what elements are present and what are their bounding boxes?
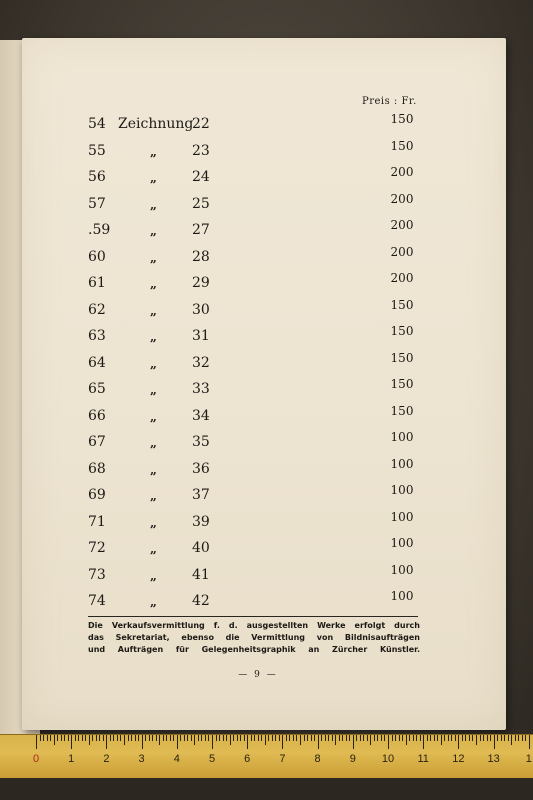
measuring-ruler xyxy=(0,734,533,780)
ruler-tick xyxy=(237,735,238,741)
catalog-number: 73 xyxy=(88,566,106,583)
catalog-number: 69 xyxy=(88,487,106,503)
catalog-number: 71 xyxy=(88,513,106,530)
ruler-tick xyxy=(219,735,220,741)
ruler-tick xyxy=(198,735,199,741)
ruler-tick xyxy=(138,735,139,741)
drawing-number: 25 xyxy=(192,195,210,212)
note-line: das Sekretariat, ebenso die Vermittlung von Bildnisaufträgen xyxy=(88,633,420,642)
ruler-tick xyxy=(286,735,287,741)
price-value: 100 xyxy=(390,456,414,471)
ruler-label: 12 xyxy=(452,753,465,765)
ruler-tick xyxy=(388,735,389,749)
ditto-mark: „ xyxy=(150,568,157,583)
price-row xyxy=(22,430,506,457)
drawing-number: 42 xyxy=(192,593,210,609)
ruler-tick xyxy=(430,735,431,741)
ruler-tick xyxy=(525,735,526,741)
ruler-tick xyxy=(504,735,505,741)
ruler-tick xyxy=(82,735,83,741)
ruler-tick xyxy=(244,735,245,741)
ruler-tick xyxy=(472,735,473,741)
price-value: 200 xyxy=(390,218,414,232)
ruler-tick xyxy=(282,735,283,749)
drawing-number: 27 xyxy=(192,222,210,238)
ruler-tick xyxy=(314,735,315,741)
ruler-tick xyxy=(71,735,72,749)
ruler-tick xyxy=(360,735,361,741)
catalog-number: 72 xyxy=(88,540,106,556)
ditto-mark: „ xyxy=(150,515,157,530)
ruler-tick xyxy=(413,735,414,741)
background-surface xyxy=(0,778,533,800)
ruler-tick xyxy=(381,735,382,741)
drawing-number: 28 xyxy=(192,248,210,265)
drawing-number: 37 xyxy=(192,487,210,503)
ditto-mark: „ xyxy=(150,144,157,159)
drawing-number: 23 xyxy=(192,142,210,159)
ruler-tick xyxy=(328,735,329,741)
drawing-number: 41 xyxy=(192,566,210,583)
ruler-tick xyxy=(508,735,509,741)
ruler-tick xyxy=(374,735,375,741)
ditto-mark: „ xyxy=(150,330,157,344)
drawing-number: 32 xyxy=(192,354,210,371)
ruler-tick xyxy=(92,735,93,741)
ruler-tick xyxy=(318,735,319,749)
ruler-tick xyxy=(233,735,234,741)
catalog-number: 68 xyxy=(88,460,106,477)
ruler-tick xyxy=(490,735,491,741)
ditto-mark: „ xyxy=(150,409,157,424)
ruler-tick xyxy=(307,735,308,741)
ruler-tick xyxy=(135,735,136,741)
catalog-number: 60 xyxy=(88,248,106,265)
ruler-tick xyxy=(480,735,481,741)
ruler-tick xyxy=(103,735,104,741)
price-value: 150 xyxy=(390,112,414,126)
price-value: 100 xyxy=(390,430,414,444)
ruler-tick xyxy=(332,735,333,741)
ruler-tick xyxy=(68,735,69,741)
ruler-tick xyxy=(131,735,132,741)
ruler-tick xyxy=(124,735,125,745)
ruler-label: 0 xyxy=(32,753,40,765)
ruler-tick xyxy=(251,735,252,741)
catalog-page xyxy=(22,38,506,730)
ruler-tick xyxy=(444,735,445,741)
ruler-tick xyxy=(261,735,262,741)
drawing-number: 33 xyxy=(192,381,210,397)
ruler-tick xyxy=(268,735,269,741)
ruler-tick xyxy=(50,735,51,741)
drawing-number: 39 xyxy=(192,513,210,530)
ruler-label: 3 xyxy=(138,753,145,765)
ditto-mark: „ xyxy=(150,250,157,265)
ruler-tick xyxy=(223,735,224,741)
price-row xyxy=(22,245,506,272)
ruler-tick xyxy=(409,735,410,741)
price-row xyxy=(22,112,506,139)
price-value: 150 xyxy=(390,138,414,153)
ruler-tick xyxy=(205,735,206,741)
ruler-tick xyxy=(89,735,90,745)
note-line: Die Verkaufsvermittlung f. d. ausgestellten Werke erfolgt durch xyxy=(88,621,420,630)
ruler-tick xyxy=(346,735,347,741)
ruler-tick xyxy=(434,735,435,741)
ruler-tick xyxy=(335,735,336,745)
drawing-number: 36 xyxy=(192,460,210,477)
ruler-tick xyxy=(106,735,107,749)
ruler-tick xyxy=(64,735,65,741)
ruler-tick xyxy=(184,735,185,741)
price-row xyxy=(22,510,506,537)
ruler-tick xyxy=(465,735,466,741)
drawing-number: 24 xyxy=(192,169,210,185)
ruler-label: 7 xyxy=(279,753,286,765)
drawing-number: 35 xyxy=(192,434,210,450)
catalog-number: 57 xyxy=(88,195,106,212)
ruler-tick xyxy=(166,735,167,741)
price-row xyxy=(22,139,506,166)
price-value: 100 xyxy=(390,536,414,550)
catalog-number: 55 xyxy=(88,142,106,159)
ruler-tick xyxy=(40,735,41,741)
ruler-tick xyxy=(406,735,407,745)
ruler-tick xyxy=(61,735,62,741)
ditto-mark: „ xyxy=(150,197,157,212)
ruler-tick xyxy=(156,735,157,741)
ruler-tick xyxy=(522,735,523,741)
ruler-label: 10 xyxy=(381,753,395,765)
catalog-number: 56 xyxy=(88,169,106,185)
ruler-tick xyxy=(254,735,255,741)
ruler-tick xyxy=(437,735,438,741)
ditto-mark: „ xyxy=(150,277,157,291)
ruler-tick xyxy=(113,735,114,741)
price-value: 150 xyxy=(390,324,414,338)
ruler-label: 8 xyxy=(314,753,321,765)
ruler-tick xyxy=(497,735,498,741)
ruler-tick xyxy=(342,735,343,741)
ruler-tick xyxy=(170,735,171,741)
price-row xyxy=(22,271,506,298)
ruler-tick xyxy=(258,735,259,741)
ruler-tick xyxy=(293,735,294,741)
ruler-tick xyxy=(36,735,37,749)
price-value: 200 xyxy=(390,271,414,285)
catalog-number: 66 xyxy=(88,407,106,424)
ruler-tick xyxy=(96,735,97,741)
ruler-tick xyxy=(78,735,79,741)
price-value: 200 xyxy=(390,191,414,206)
price-row xyxy=(22,298,506,325)
ruler-tick xyxy=(529,735,530,749)
ruler-label: 11 xyxy=(417,753,429,765)
ditto-mark: „ xyxy=(150,303,157,318)
ruler-tick xyxy=(356,735,357,741)
ruler-label: 1 xyxy=(68,753,75,765)
ruler-tick xyxy=(173,735,174,741)
price-value: 100 xyxy=(390,483,414,497)
ruler-tick xyxy=(117,735,118,741)
ruler-tick xyxy=(462,735,463,741)
note-line: und Aufträgen für Gelegenheitsgraphik an Zürcher Künstler. xyxy=(88,645,420,654)
price-row xyxy=(22,457,506,484)
price-row xyxy=(22,483,506,510)
price-value: 200 xyxy=(390,165,414,179)
page-number: — 9 — xyxy=(238,670,278,680)
ruler-tick xyxy=(110,735,111,741)
price-row xyxy=(22,377,506,404)
ruler-tick xyxy=(483,735,484,741)
ruler-label: 9 xyxy=(349,753,356,765)
ruler-tick xyxy=(367,735,368,741)
ruler-tick xyxy=(427,735,428,741)
ruler-tick xyxy=(402,735,403,741)
price-value: 150 xyxy=(390,297,414,312)
price-row xyxy=(22,589,506,616)
ruler-tick xyxy=(395,735,396,741)
price-row xyxy=(22,165,506,192)
ditto-mark: „ xyxy=(150,224,157,238)
drawing-number: 40 xyxy=(192,540,210,556)
ruler-tick xyxy=(240,735,241,741)
ruler-tick xyxy=(128,735,129,741)
ruler-tick xyxy=(85,735,86,741)
drawing-number: 31 xyxy=(192,328,210,344)
ruler-tick xyxy=(311,735,312,741)
price-row xyxy=(22,351,506,378)
price-value: 150 xyxy=(390,377,414,391)
price-value: 150 xyxy=(390,350,414,365)
price-row xyxy=(22,324,506,351)
ruler-tick xyxy=(120,735,121,741)
ruler-tick xyxy=(208,735,209,741)
ruler-tick xyxy=(399,735,400,741)
price-value: 100 xyxy=(390,589,414,603)
ruler-tick xyxy=(272,735,273,741)
ruler-tick xyxy=(289,735,290,741)
price-row xyxy=(22,536,506,563)
ruler-tick xyxy=(304,735,305,741)
ruler-tick xyxy=(47,735,48,741)
ruler-tick xyxy=(149,735,150,741)
ruler-tick xyxy=(99,735,100,741)
ditto-mark: „ xyxy=(150,383,157,397)
ruler-tick xyxy=(515,735,516,741)
ruler-tick xyxy=(187,735,188,741)
catalog-number: 67 xyxy=(88,434,106,450)
drawing-number: 29 xyxy=(192,275,210,291)
price-list xyxy=(22,112,506,616)
ruler-tick xyxy=(487,735,488,741)
catalog-number: 54 xyxy=(88,116,106,132)
ruler-tick xyxy=(377,735,378,741)
ruler-tick xyxy=(325,735,326,741)
drawing-number: 22 xyxy=(192,116,210,132)
ruler-tick xyxy=(392,735,393,741)
ruler-tick xyxy=(518,735,519,741)
ruler-tick xyxy=(458,735,459,749)
catalog-number: 61 xyxy=(88,275,106,291)
catalog-number: .59 xyxy=(88,222,111,238)
ruler-label: 6 xyxy=(244,753,251,765)
ruler-tick xyxy=(455,735,456,741)
ruler-tick xyxy=(511,735,512,745)
item-title: Zeichnung xyxy=(118,116,194,132)
ruler-tick xyxy=(300,735,301,745)
ruler-tick xyxy=(145,735,146,741)
ruler-tick xyxy=(321,735,322,741)
ruler-tick xyxy=(494,735,495,749)
ruler-tick xyxy=(501,735,502,741)
ruler-tick xyxy=(142,735,143,749)
ruler-tick xyxy=(441,735,442,745)
price-row xyxy=(22,218,506,245)
ruler-tick xyxy=(159,735,160,745)
ditto-mark: „ xyxy=(150,489,157,503)
sales-note xyxy=(88,620,420,656)
ruler-tick xyxy=(57,735,58,741)
ruler-label: 2 xyxy=(103,753,110,765)
catalog-number: 62 xyxy=(88,301,106,318)
ruler-tick xyxy=(163,735,164,741)
ruler-tick xyxy=(363,735,364,741)
ruler-label: 5 xyxy=(208,753,216,765)
divider-rule xyxy=(88,616,418,617)
ruler-tick xyxy=(279,735,280,741)
drawing-number: 34 xyxy=(192,407,210,424)
catalog-number: 64 xyxy=(88,354,106,371)
ruler-tick xyxy=(420,735,421,741)
price-value: 150 xyxy=(390,403,414,418)
ruler-tick xyxy=(212,735,213,749)
ruler-tick xyxy=(296,735,297,741)
ruler-tick xyxy=(226,735,227,741)
ruler-tick xyxy=(230,735,231,745)
price-column-header: Preis : Fr. xyxy=(362,96,417,107)
ruler-tick xyxy=(384,735,385,741)
ditto-mark: „ xyxy=(150,595,157,609)
price-value: 200 xyxy=(390,244,414,259)
ruler-tick xyxy=(469,735,470,741)
ruler-tick xyxy=(194,735,195,745)
drawing-number: 30 xyxy=(192,301,210,318)
price-value: 100 xyxy=(390,562,414,577)
ruler-tick xyxy=(275,735,276,741)
ditto-mark: „ xyxy=(150,436,157,450)
ruler-tick xyxy=(423,735,424,749)
catalog-number: 63 xyxy=(88,328,106,344)
ruler-tick xyxy=(191,735,192,741)
ditto-mark: „ xyxy=(150,542,157,556)
ruler-tick xyxy=(416,735,417,741)
ruler-tick xyxy=(265,735,266,745)
ruler-tick xyxy=(353,735,354,749)
ruler-tick xyxy=(54,735,55,745)
ruler-tick xyxy=(247,735,248,749)
catalog-number: 74 xyxy=(88,593,106,609)
ruler-tick xyxy=(180,735,181,741)
price-row xyxy=(22,404,506,431)
ditto-mark: „ xyxy=(150,462,157,477)
ruler-label: 1 xyxy=(525,753,532,765)
ruler-label: 13 xyxy=(487,753,500,765)
ruler-tick xyxy=(177,735,178,749)
ditto-mark: „ xyxy=(150,171,157,185)
ruler-tick xyxy=(349,735,350,741)
ruler-tick xyxy=(216,735,217,741)
price-row xyxy=(22,192,506,219)
catalog-number: 65 xyxy=(88,381,106,397)
price-value: 100 xyxy=(390,509,414,524)
ditto-mark: „ xyxy=(150,356,157,371)
ruler-tick xyxy=(476,735,477,745)
ruler-tick xyxy=(75,735,76,741)
ruler-tick xyxy=(370,735,371,745)
ruler-tick xyxy=(448,735,449,741)
ruler-tick xyxy=(339,735,340,741)
ruler-tick xyxy=(43,735,44,741)
ruler-tick xyxy=(152,735,153,741)
price-row xyxy=(22,563,506,590)
ruler-tick xyxy=(201,735,202,741)
ruler-tick xyxy=(451,735,452,741)
ruler-label: 4 xyxy=(173,753,180,765)
